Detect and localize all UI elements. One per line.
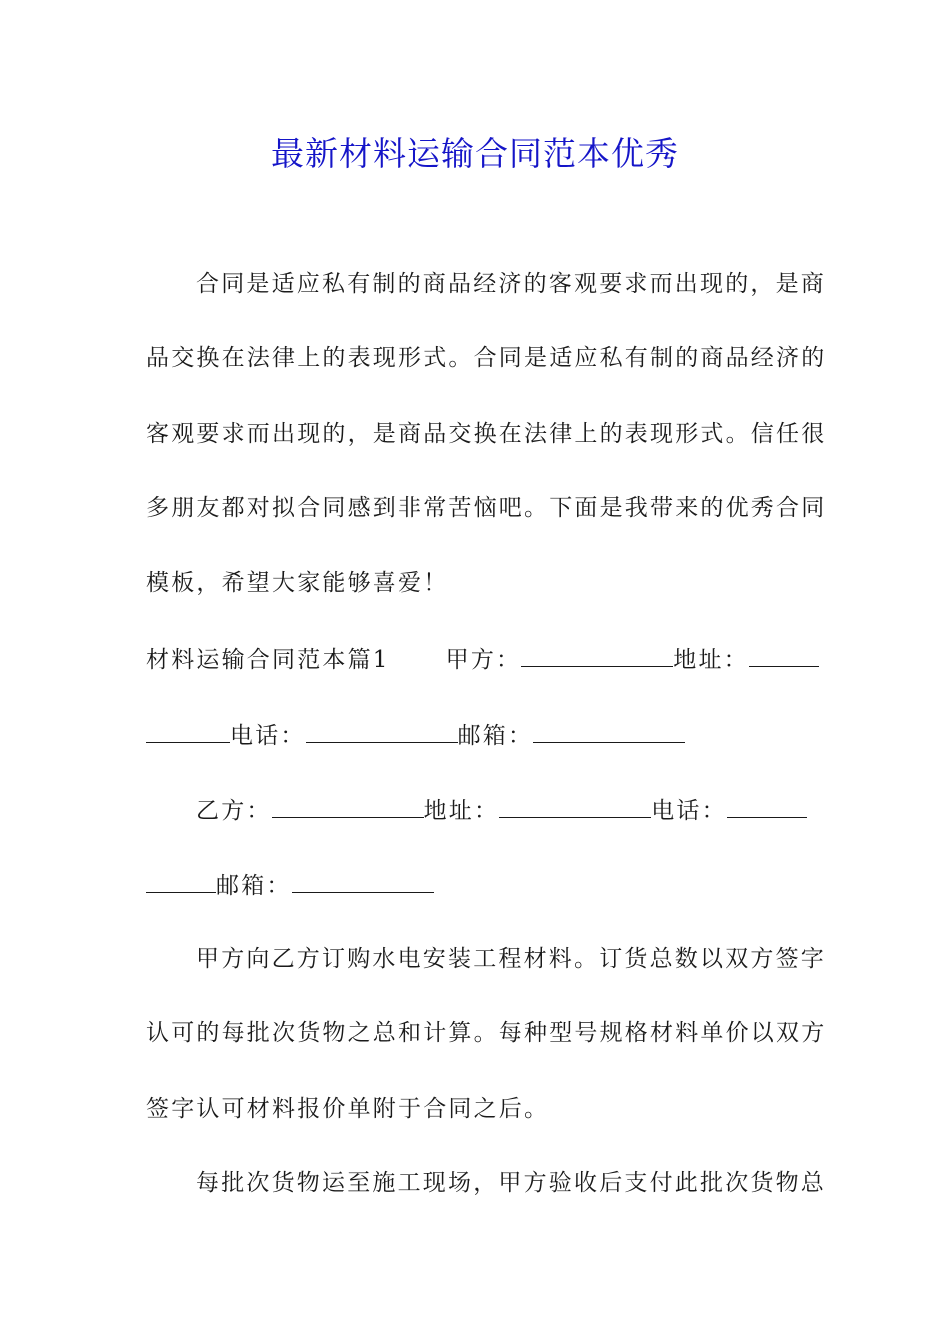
party-b-address-label: 地址： xyxy=(423,798,500,824)
party-b-phone-label: 电话： xyxy=(651,798,727,824)
intro-line-3: 客观要求而出现的，是商品交换在法律上的表现形式。信任很 xyxy=(146,421,827,447)
party-b-row xyxy=(196,793,806,827)
party-a-row xyxy=(146,642,806,676)
intro-line-5: 模板，希望大家能够喜爱！ xyxy=(146,570,449,596)
party-a-email-label: 邮箱： xyxy=(457,723,534,749)
intro-line-1: 合同是适应私有制的商品经济的客观要求而出现的，是商 xyxy=(196,271,826,297)
party-b-contact-row xyxy=(146,868,806,902)
party-b-name-blank[interactable] xyxy=(272,793,424,818)
party-b-email-label: 邮箱： xyxy=(216,873,292,899)
party-a-phone-blank[interactable] xyxy=(306,718,458,743)
para1-line-2: 认可的每批次货物之总和计算。每种型号规格材料单价以双方 xyxy=(146,1020,827,1046)
para2-line-1: 每批次货物运至施工现场，甲方验收后支付此批次货物总 xyxy=(196,1170,826,1196)
party-a-address-label: 地址： xyxy=(673,647,749,673)
party-a-phone-label: 电话： xyxy=(230,723,306,749)
intro-line-2: 品交换在法律上的表现形式。合同是适应私有制的商品经济的 xyxy=(146,345,827,371)
party-b-label: 乙方： xyxy=(196,798,272,824)
party-a-email-blank[interactable] xyxy=(533,718,685,743)
para1-line-1: 甲方向乙方订购水电安装工程材料。订货总数以双方签字 xyxy=(196,946,826,972)
party-b-address-blank[interactable] xyxy=(499,793,651,818)
document-title: 最新材料运输合同范本优秀 xyxy=(271,134,679,173)
party-b-phone-blank-cont[interactable] xyxy=(146,868,216,893)
para1-line-3: 签字认可材料报价单附于合同之后。 xyxy=(146,1096,550,1122)
party-a-name-blank[interactable] xyxy=(521,642,673,667)
intro-line-4: 多朋友都对拟合同感到非常苦恼吧。下面是我带来的优秀合同 xyxy=(146,495,827,521)
party-b-phone-blank[interactable] xyxy=(727,793,807,818)
party-a-contact-row xyxy=(146,718,806,752)
party-a-address-blank-cont[interactable] xyxy=(146,718,230,743)
party-a-label: 甲方： xyxy=(445,647,522,673)
party-b-email-blank[interactable] xyxy=(292,868,434,893)
section-heading: 材料运输合同范本篇1 xyxy=(146,647,390,673)
party-a-address-blank[interactable] xyxy=(749,642,819,667)
